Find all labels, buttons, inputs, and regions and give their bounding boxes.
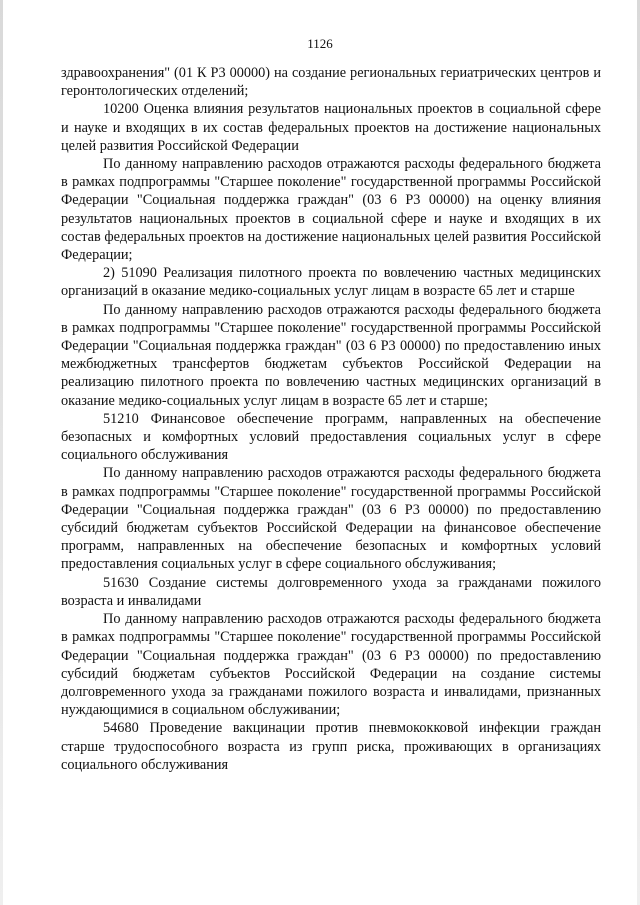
- page-number: 1126: [307, 36, 333, 51]
- paragraph-body: По данному направлению расходов отражаются расходы федерального бюджета в рамках подпрограммы "Старшее поколение" государственной программы Российской Федерации "Социальная поддержка граждан" (03 6 Р3 00000) по предоставлению субсидий бюджетам субъектов Российской Федерации на финансовое обеспечение программ, направленных на обеспечение безопасных и комфортных условий предоставления социальных услуг в сфере социального обслуживания;: [61, 465, 601, 573]
- paragraph-heading-51090: 2) 51090 Реализация пилотного проекта по вовлечению частных медицинских организаций в оказание медико-социальных услуг лицам в возрасте 65 лет и старше: [61, 265, 601, 300]
- paragraph-heading-54680: 54680 Проведение вакцинации против пневмококковой инфекции граждан старше трудоспособного возраста из групп риска, проживающих в организациях социального обслуживания: [61, 720, 601, 773]
- scan-edge-left: [0, 0, 3, 905]
- paragraph-heading-51630: 51630 Создание системы долговременного ухода за гражданами пожилого возраста и инвалидами: [61, 574, 601, 609]
- paragraph-heading-10200: 10200 Оценка влияния результатов национальных проектов в социальной сфере и науке и входящих в их состав федеральных проектов на достижение национальных целей развития Российской Федерации: [61, 101, 601, 154]
- paragraph-body: По данному направлению расходов отражаются расходы федерального бюджета в рамках подпрограммы "Старшее поколение" государственной программы Российской Федерации "Социальная поддержка граждан" (03 6 Р3 00000) по предоставлению субсидий бюджетам субъектов Российской Федерации на создание системы долговременного ухода за гражданами пожилого возраста и инвалидами, признанных нуждающимися в социальном обслуживании;: [61, 611, 601, 719]
- paragraph-body: По данному направлению расходов отражаются расходы федерального бюджета в рамках подпрограммы "Старшее поколение" государственной программы Российской Федерации "Социальная поддержка граждан" (03 6 Р3 00000) по предоставлению иных межбюджетных трансфертов бюджетам субъектов Российской Федерации на реализацию пилотного проекта по вовлечению частных медицинских организаций в оказание медико-социальных услуг лицам в возрасте 65 лет и старше;: [61, 301, 601, 409]
- document-body: [61, 64, 601, 774]
- paragraph-body: По данному направлению расходов отражаются расходы федерального бюджета в рамках подпрограммы "Старшее поколение" государственной программы Российской Федерации "Социальная поддержка граждан" (03 6 Р3 00000) на оценку влияния результатов национальных проектов в социальной сфере и науке и входящих в их состав федеральных проектов на достижение национальных целей развития Российской Федерации;: [61, 156, 601, 264]
- paragraph-heading-51210: 51210 Финансовое обеспечение программ, направленных на обеспечение безопасных и комфортных условий предоставления социальных услуг в сфере социального обслуживания: [61, 410, 601, 464]
- paragraph-continuation: здравоохранения" (01 К Р3 00000) на создание региональных гериатрических центров и геронтологических отделений;: [61, 65, 601, 100]
